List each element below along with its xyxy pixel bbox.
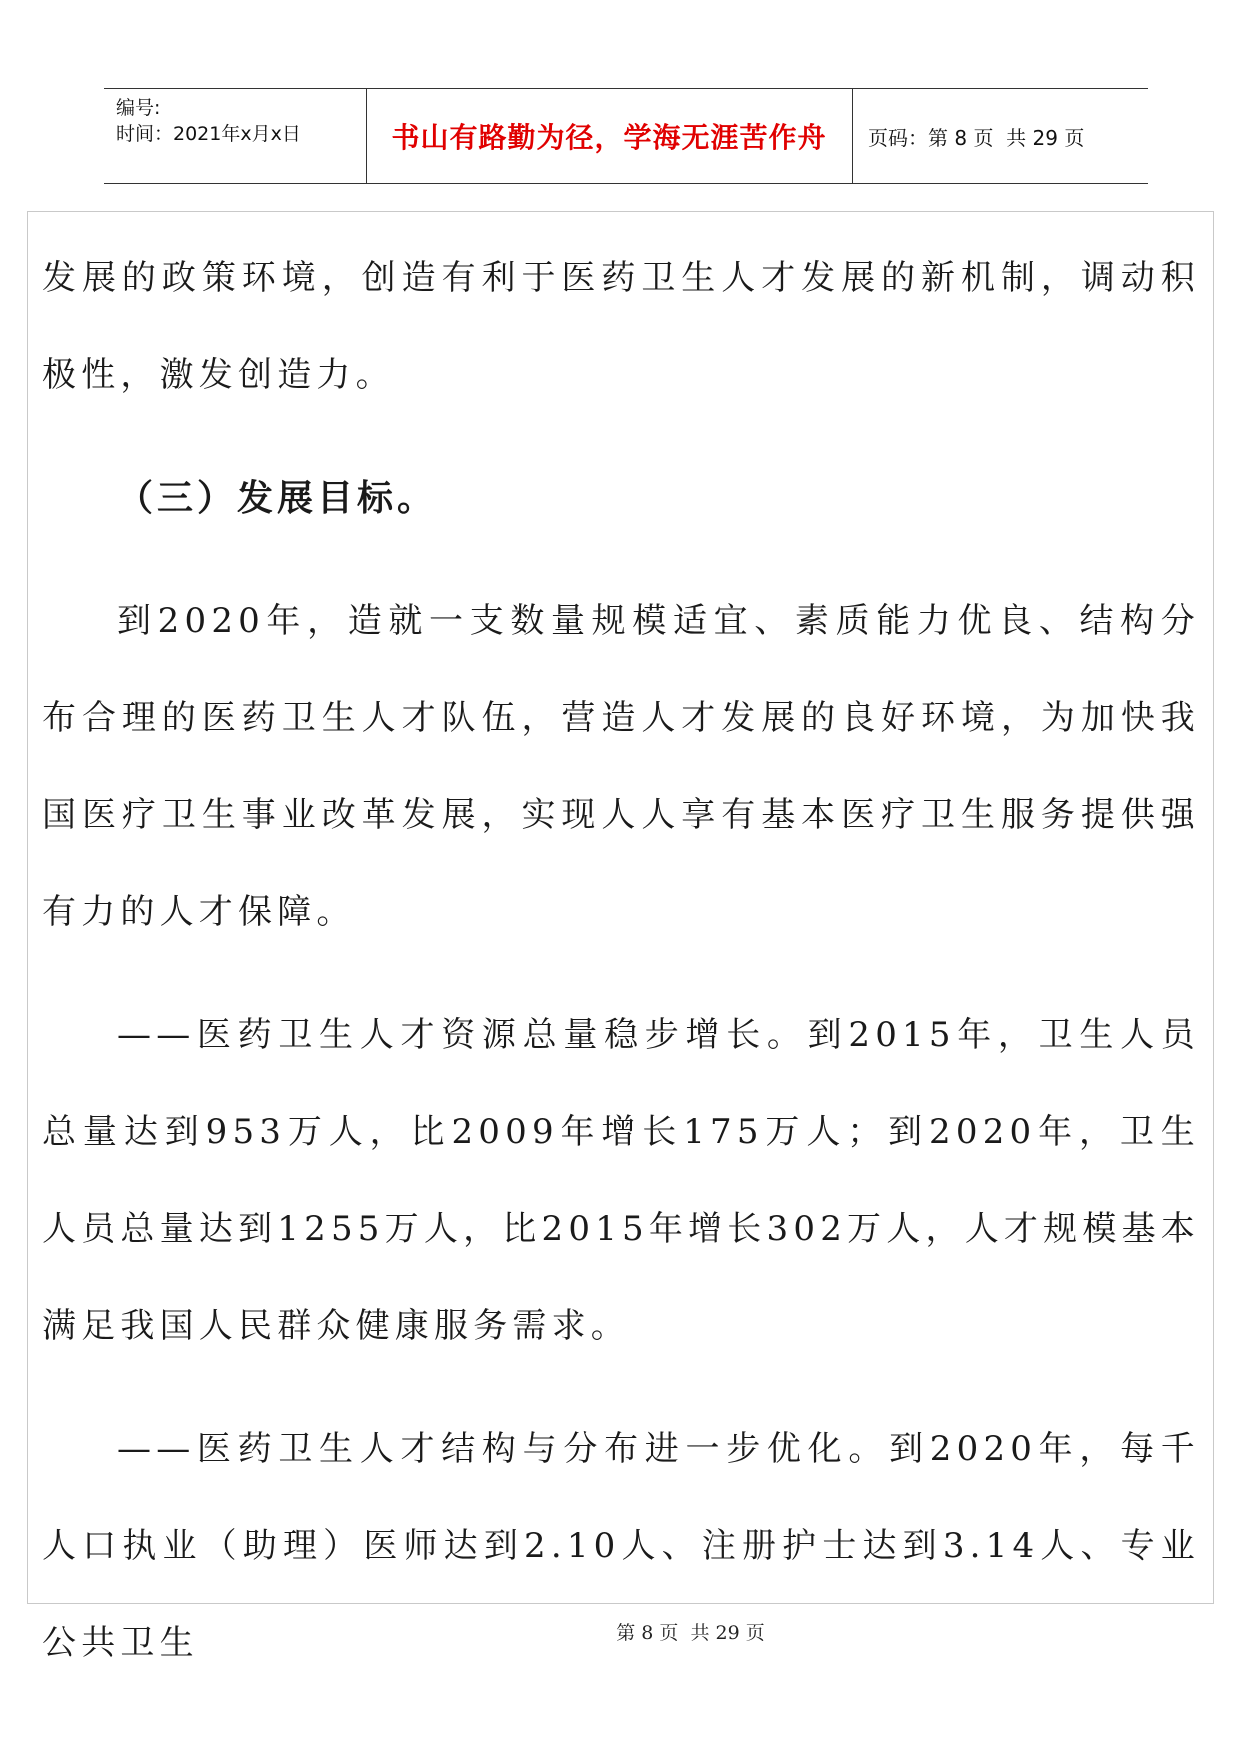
header-page-info: 页码：第 8 页 共 29 页 (868, 125, 1085, 150)
paragraph: 到2020年，造就一支数量规模适宜、素质能力优良、结构分布合理的医药卫生人才队伍，营造人才发展的良好环境，为加快我国医疗卫生事业改革发展，实现人人享有基本医疗卫生服务提供强有力的人才保障。 (42, 601, 1200, 932)
header-meta (116, 95, 301, 147)
section-heading: （三）发展目标。 (117, 478, 438, 519)
serial-number-label: 编号: (116, 97, 161, 119)
paragraph: 发展的政策环境，创造有利于医药卫生人才发展的新机制，调动积极性，激发创造力。 (42, 258, 1200, 395)
page-footer: 第 8 页 共 29 页 (616, 1622, 765, 1644)
paragraph: ——医药卫生人才结构与分布进一步优化。到2020年，每千人口执业（助理）医师达到2.10人、注册护士达到3.14人、专业公共卫生 (42, 1429, 1200, 1663)
header-divider (852, 89, 853, 183)
time-label: 时间：2021年x月x日 (116, 123, 301, 145)
document-header (104, 88, 1148, 184)
document-body (42, 230, 1200, 1692)
header-motto: 书山有路勤为径，学海无涯苦作舟 (391, 121, 827, 154)
paragraph: ——医药卫生人才资源总量稳步增长。到2015年，卫生人员总量达到953万人，比2009年增长175万人；到2020年，卫生人员总量达到1255万人，比2015年增长302万人，人才规模基本满足我国人民群众健康服务需求。 (42, 1015, 1200, 1346)
